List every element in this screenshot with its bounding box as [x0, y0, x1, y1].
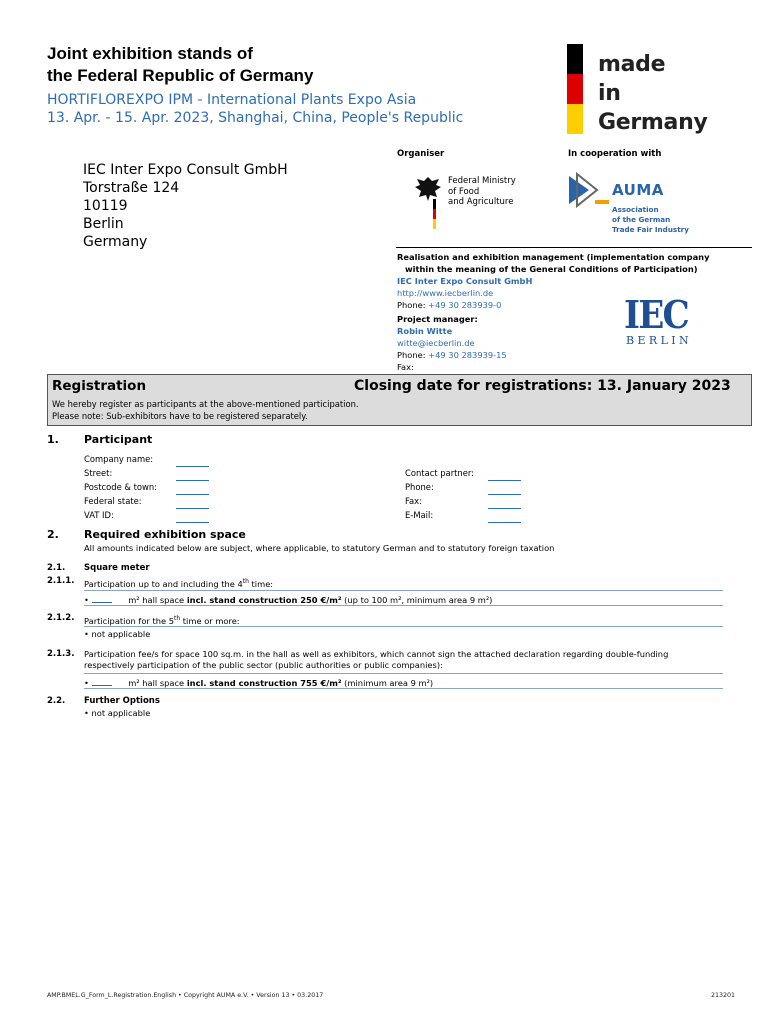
realisation-heading-cont: within the meaning of the General Conditions of Participation)	[405, 264, 698, 274]
sqm-755-field[interactable]	[92, 676, 112, 686]
participant-right-labels: Contact partner: Phone: Fax: E-Mail:	[405, 468, 474, 520]
divider	[84, 605, 723, 606]
vat-id-field[interactable]	[176, 513, 209, 523]
divider	[84, 626, 723, 627]
project-manager-fax: Fax:	[397, 362, 414, 372]
project-manager-email-link[interactable]: witte@iecberlin.de	[397, 338, 475, 348]
page-title	[47, 43, 313, 87]
participant-left-labels: Company name: Street: Postcode & town: Federal state: VAT ID:	[84, 454, 157, 520]
auma-logo-text: Association of the German Trade Fair Industry	[612, 205, 689, 234]
section-2-1-number: 2.1.	[47, 563, 66, 573]
footer-code: 213201	[711, 992, 736, 999]
participant-right-inputs	[488, 466, 521, 522]
auma-logo-word: AUMA	[612, 181, 664, 199]
section-2-1-2-number: 2.1.2.	[47, 613, 75, 623]
event-dates: 13. Apr. - 15. Apr. 2023, Shanghai, China, People's Republic	[47, 110, 464, 126]
section-2-title: Required exhibition space	[84, 528, 246, 541]
cooperation-label: In cooperation with	[568, 149, 662, 159]
section-2-1-title: Square meter	[84, 563, 150, 573]
section-2-2-option: • not applicable	[84, 708, 151, 718]
tax-note: All amounts indicated below are subject, where applicable, to statutory German and to statutory foreign taxation	[84, 543, 555, 553]
section-1-title: Participant	[84, 433, 153, 446]
project-manager-label: Project manager:	[397, 314, 478, 324]
auma-symbol-icon	[567, 172, 611, 212]
project-manager-phone: Phone: +49 30 283939-15	[397, 350, 507, 360]
section-2-number: 2.	[47, 528, 59, 541]
section-2-1-2-text: Participation for the 5th time or more:	[84, 615, 240, 626]
event-info	[47, 91, 463, 127]
bmel-eagle-icon	[413, 175, 443, 237]
participant-left-inputs	[176, 452, 209, 522]
closing-date: Closing date for registrations: 13. January 2023	[354, 378, 731, 394]
option-250: • m² hall space incl. stand construction 250 €/m² (up to 100 m², minimum area 9 m²)	[84, 595, 493, 605]
company-phone: Phone: +49 30 283939-0	[397, 300, 502, 310]
section-2-2-number: 2.2.	[47, 696, 66, 706]
email-field[interactable]	[488, 513, 521, 523]
company-name: IEC Inter Expo Consult GmbH	[397, 276, 533, 286]
section-2-2-title: Further Options	[84, 696, 160, 706]
section-2-1-3-text: Participation fee/s for space 100 sq.m. in the hall as well as exhibitors, which cannot sign the attached declaration regarding double-funding respectively participation of the public sector (public authorities or public companies):	[84, 649, 669, 670]
section-2-1-1-text: Participation up to and including the 4th time:	[84, 578, 274, 589]
section-1-number: 1.	[47, 433, 59, 446]
germany-flag-icon	[567, 44, 583, 134]
divider	[84, 688, 723, 689]
divider	[396, 247, 752, 248]
registration-text: We hereby register as participants at the above-mentioned participation. Please note: Sub-exhibitors have to be registered separately.	[52, 399, 359, 421]
sqm-250-field[interactable]	[92, 593, 112, 603]
realisation-block	[397, 251, 757, 373]
realisation-heading: Realisation and exhibition management (implementation company	[397, 252, 710, 262]
organiser-label: Organiser	[397, 149, 445, 159]
made-in-germany-logo: made in Germany	[598, 52, 708, 135]
project-manager-name: Robin Witte	[397, 326, 453, 336]
option-755: • m² hall space incl. stand construction 755 €/m² (minimum area 9 m²)	[84, 678, 434, 688]
divider	[84, 590, 723, 591]
title-line-2: the Federal Republic of Germany	[47, 66, 314, 85]
title-line-1: Joint exhibition stands of	[47, 44, 253, 63]
divider	[84, 673, 723, 674]
footer-copyright: AMP.BMEL.G_Form_L.Registration.English • Copyright AUMA e.V. • Version 13 • 03.2017	[47, 992, 324, 999]
iec-berlin-logo: IEC BERLIN	[624, 292, 693, 347]
section-2-1-1-number: 2.1.1.	[47, 576, 75, 586]
bmel-logo-text: Federal Ministry of Food and Agriculture	[448, 176, 516, 207]
registration-title: Registration	[52, 378, 147, 394]
company-website-link[interactable]: http://www.iecberlin.de	[397, 288, 494, 298]
section-2-1-3-number: 2.1.3.	[47, 649, 75, 659]
event-name: HORTIFLOREXPO IPM - International Plants Expo Asia	[47, 92, 417, 108]
recipient-address: IEC Inter Expo Consult GmbH Torstraße 124 10119 Berlin Germany	[83, 162, 288, 250]
section-2-1-2-option: • not applicable	[84, 629, 151, 639]
